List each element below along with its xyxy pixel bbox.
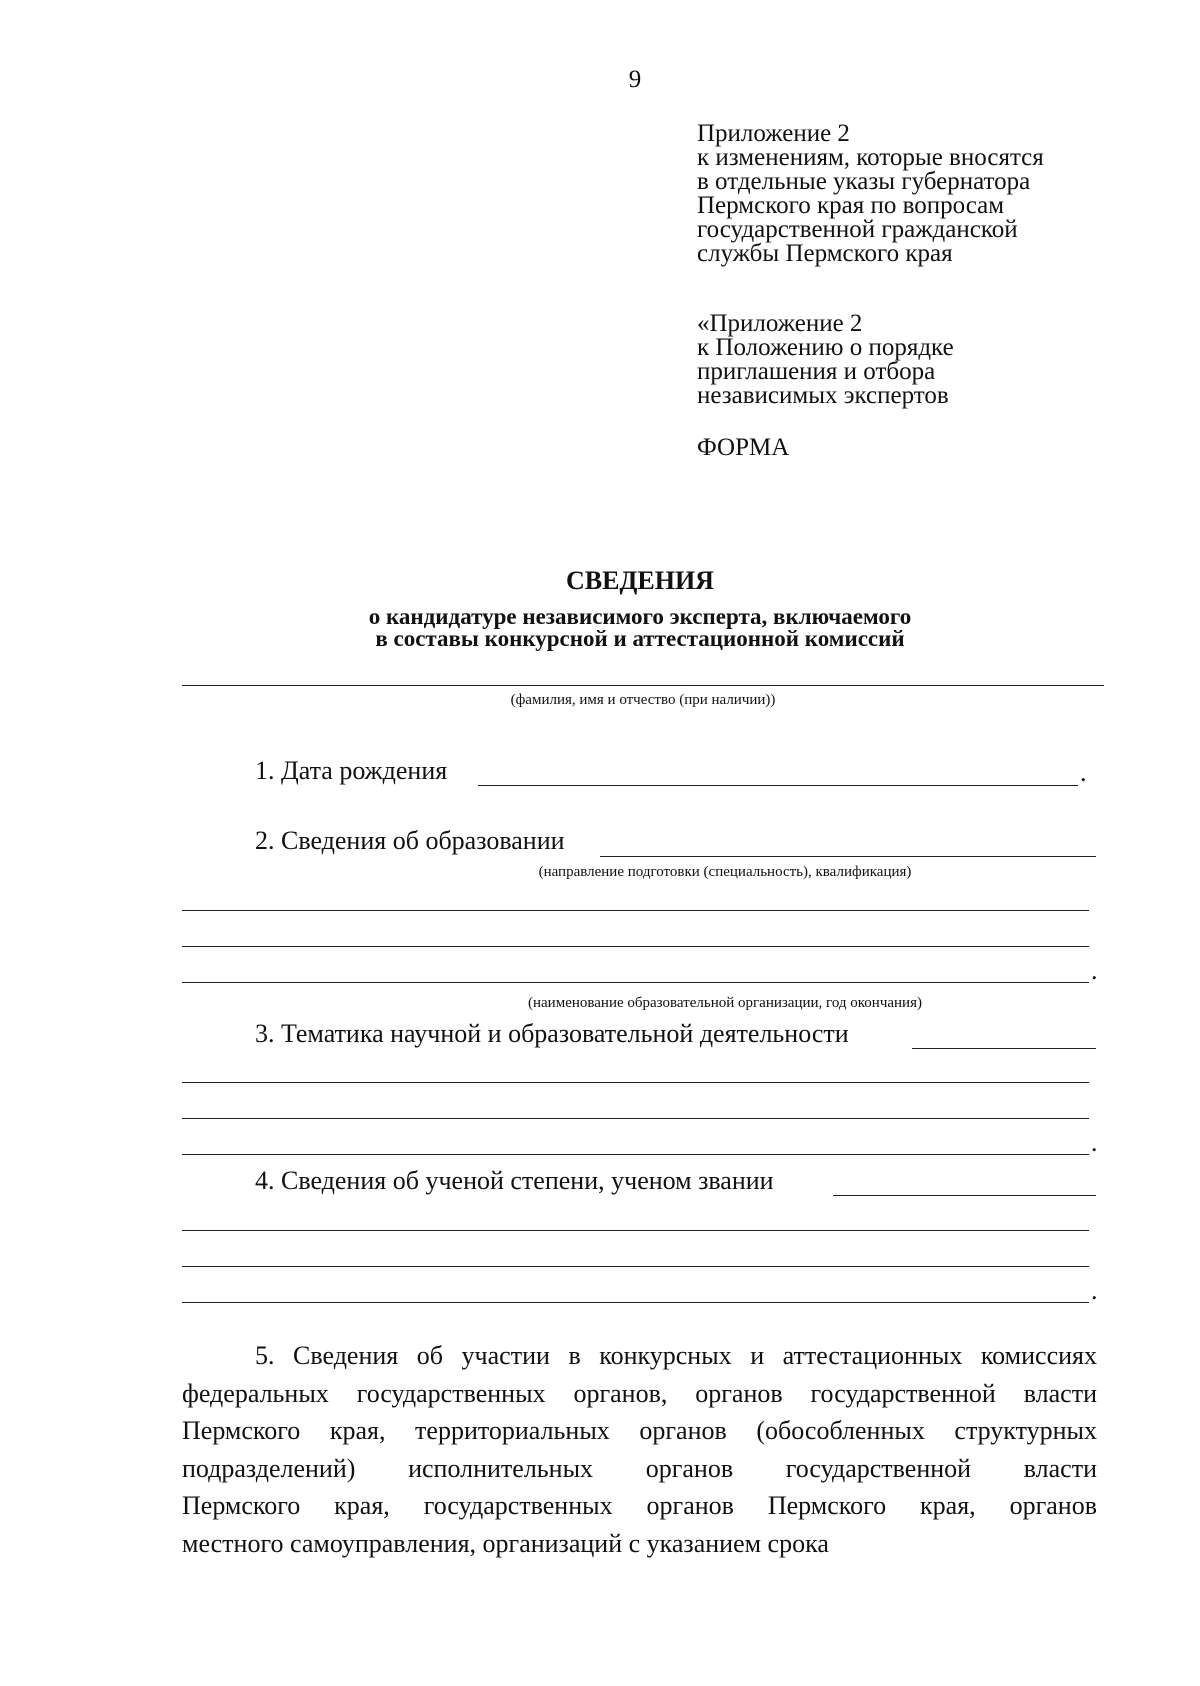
period: . bbox=[1091, 1128, 1098, 1157]
commission-participation-paragraph bbox=[182, 1337, 1097, 1562]
document-subtitle bbox=[0, 606, 1200, 650]
education-line-4[interactable] bbox=[182, 982, 1089, 983]
form-label: ФОРМА bbox=[697, 434, 790, 461]
research-line-4[interactable] bbox=[182, 1154, 1089, 1155]
appendix-header-line: государственной гражданской bbox=[697, 216, 1018, 243]
birth-date-label: 1. Дата рождения bbox=[255, 756, 448, 785]
birth-date-line[interactable] bbox=[478, 785, 1078, 786]
appendix-header-line: службы Пермского края bbox=[697, 240, 953, 267]
full-name-line[interactable] bbox=[182, 685, 1104, 686]
education-line-3[interactable] bbox=[182, 946, 1089, 947]
degree-line-4[interactable] bbox=[182, 1302, 1089, 1303]
education-line[interactable] bbox=[600, 856, 1096, 857]
education-hint-specialty: (направление подготовки (специальность), квалификация) bbox=[538, 864, 912, 880]
appendix-sub-line: независимых экспертов bbox=[697, 382, 949, 409]
education-line-2[interactable] bbox=[182, 910, 1089, 911]
period: . bbox=[1091, 956, 1098, 985]
document-title: СВЕДЕНИЯ bbox=[566, 566, 714, 595]
appendix-header-line: Пермского края по вопросам bbox=[697, 192, 1005, 219]
subtitle-line: о кандидатуре независимого эксперта, включаемого bbox=[368, 604, 912, 629]
degree-line-2[interactable] bbox=[182, 1230, 1089, 1231]
paragraph-line: местного самоуправления, организаций с указанием срока bbox=[182, 1528, 829, 1558]
education-label: 2. Сведения об образовании bbox=[255, 826, 565, 855]
paragraph-line: федеральных государственных органов, органов государственной власти bbox=[182, 1378, 1097, 1408]
research-line-2[interactable] bbox=[182, 1082, 1089, 1083]
degree-label: 4. Сведения об ученой степени, ученом звании bbox=[255, 1166, 774, 1195]
paragraph-line: Пермского края, территориальных органов (обособленных структурных bbox=[182, 1416, 1097, 1445]
full-name-hint: (фамилия, имя и отчество (при наличии)) bbox=[510, 692, 776, 708]
appendix-header-line: в отдельные указы губернатора bbox=[697, 168, 1031, 195]
appendix-header-line: к изменениям, которые вносятся bbox=[697, 144, 1044, 171]
page-number: 9 bbox=[628, 66, 642, 93]
paragraph-line: Пермского края, государственных органов Пермского края, органов bbox=[182, 1491, 1097, 1520]
appendix-header bbox=[697, 122, 1044, 266]
education-hint-organization: (наименование образовательной организации, год окончания) bbox=[528, 995, 922, 1011]
subtitle-line: в составы конкурсной и аттестационной комиссий bbox=[375, 626, 905, 651]
degree-line-3[interactable] bbox=[182, 1266, 1089, 1267]
paragraph-line: 5. Сведения об участии в конкурсных и аттестационных комиссиях bbox=[255, 1341, 1097, 1370]
research-line-3[interactable] bbox=[182, 1118, 1089, 1119]
period: . bbox=[1091, 1276, 1098, 1305]
appendix-sub-header bbox=[697, 312, 954, 408]
paragraph-line: подразделений) исполнительных органов государственной власти bbox=[182, 1453, 1097, 1483]
appendix-sub-line: «Приложение 2 bbox=[697, 310, 863, 337]
research-line[interactable] bbox=[912, 1048, 1096, 1049]
appendix-sub-line: приглашения и отбора bbox=[697, 358, 936, 385]
appendix-sub-line: к Положению о порядке bbox=[697, 334, 954, 361]
degree-line[interactable] bbox=[833, 1195, 1096, 1196]
research-label: 3. Тематика научной и образовательной деятельности bbox=[255, 1019, 849, 1048]
period: . bbox=[1080, 758, 1087, 787]
appendix-header-line: Приложение 2 bbox=[697, 120, 850, 147]
